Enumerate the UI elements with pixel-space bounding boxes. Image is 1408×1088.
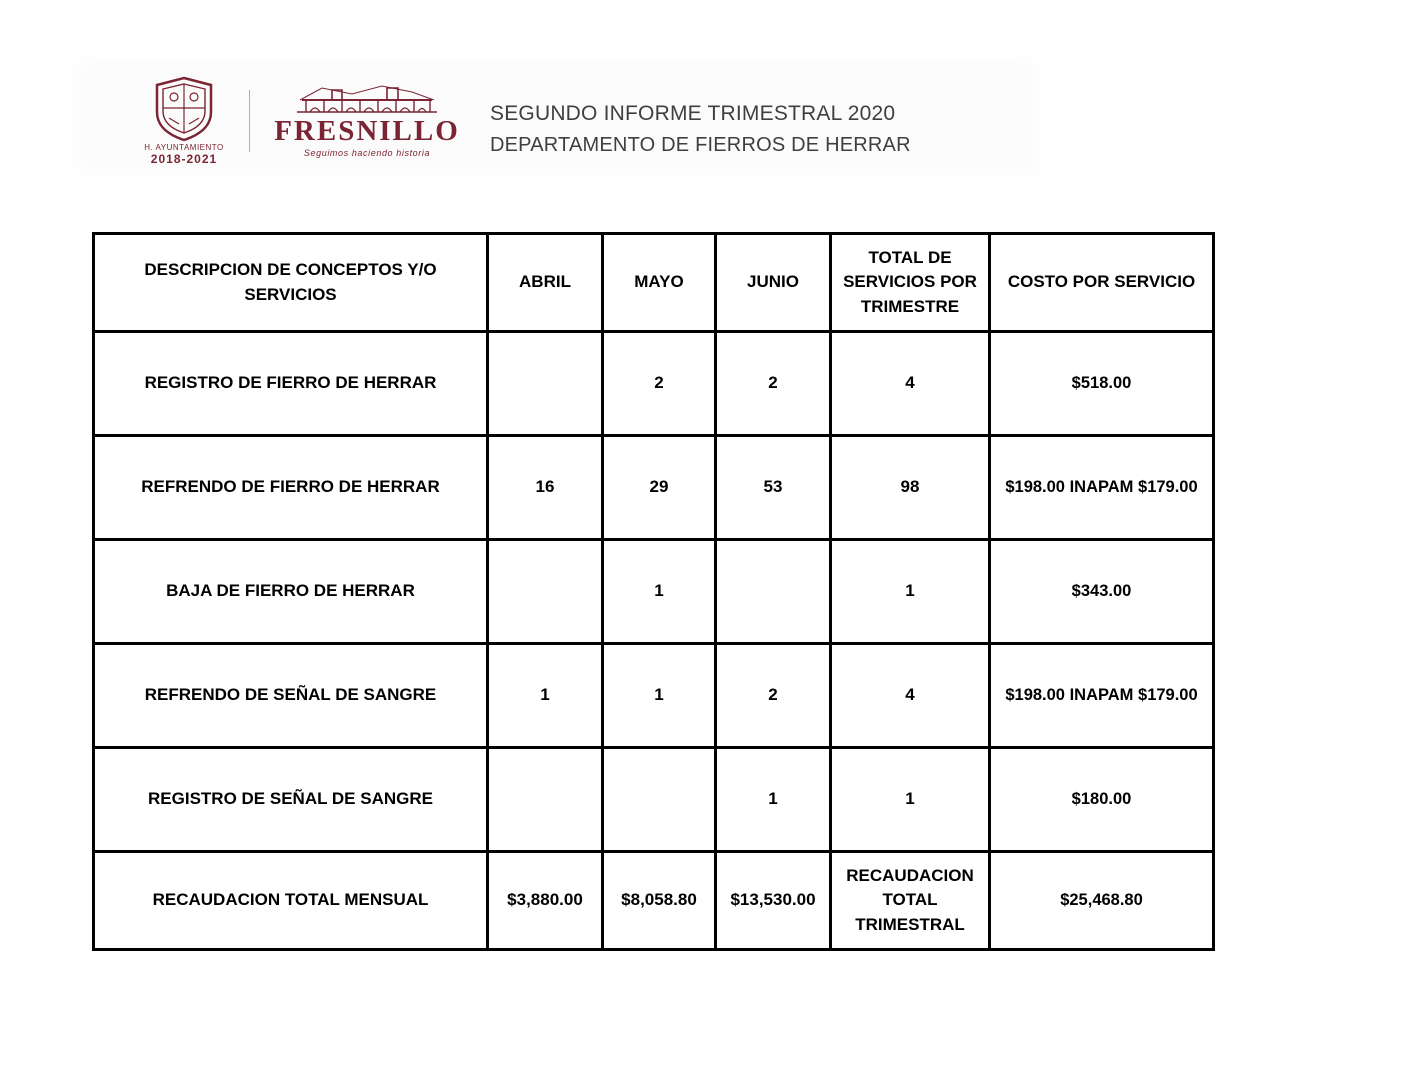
cell-concepto: BAJA DE FIERRO DE HERRAR <box>94 540 488 644</box>
report-title-line1: SEGUNDO INFORME TRIMESTRAL 2020 <box>490 102 896 125</box>
table-row <box>94 332 1214 436</box>
header-cell-descripcion: DESCRIPCION DE CONCEPTOS Y/O SERVICIOS <box>94 234 488 332</box>
header-cell-total: TOTAL DE SERVICIOS POR TRIMESTRE <box>831 234 990 332</box>
cell-junio: 1 <box>716 748 831 852</box>
cell-abril: 16 <box>488 436 603 540</box>
table-row <box>94 644 1214 748</box>
cell-total: 98 <box>831 436 990 540</box>
cell-costo: $198.00 INAPAM $179.00 <box>990 436 1214 540</box>
header-cell-abril: ABRIL <box>488 234 603 332</box>
crest-years: 2018-2021 <box>150 152 218 166</box>
cell-mayo: 29 <box>603 436 716 540</box>
crest-shield-icon <box>153 76 215 142</box>
cell-costo: $343.00 <box>990 540 1214 644</box>
report-titles <box>490 102 911 157</box>
cell-mayo: 2 <box>603 332 716 436</box>
cell-mayo: 1 <box>603 644 716 748</box>
cell-abril <box>488 540 603 644</box>
header-cell-costo: COSTO POR SERVICIO <box>990 234 1214 332</box>
services-table <box>92 232 1215 951</box>
cell-junio: 2 <box>716 644 831 748</box>
cell-costo: $25,468.80 <box>990 852 1214 950</box>
aqueduct-icon <box>292 82 442 116</box>
cell-junio <box>716 540 831 644</box>
cell-concepto: REGISTRO DE SEÑAL DE SANGRE <box>94 748 488 852</box>
report-title-line2: DEPARTAMENTO DE FIERROS DE HERRAR <box>490 134 911 156</box>
cell-total: 1 <box>831 748 990 852</box>
header-cell-mayo: MAYO <box>603 234 716 332</box>
cell-abril <box>488 332 603 436</box>
cell-abril <box>488 748 603 852</box>
crest-caption: H. AYUNTAMIENTO <box>144 143 224 152</box>
cell-mayo <box>603 748 716 852</box>
cell-total: 4 <box>831 644 990 748</box>
cell-junio: 53 <box>716 436 831 540</box>
cell-concepto: REGISTRO DE FIERRO DE HERRAR <box>94 332 488 436</box>
cell-abril: $3,880.00 <box>488 852 603 950</box>
municipal-crest <box>138 76 230 166</box>
cell-total: RECAUDACION TOTAL TRIMESTRAL <box>831 852 990 950</box>
table-header-row <box>94 234 1214 332</box>
cell-mayo: 1 <box>603 540 716 644</box>
table-row <box>94 436 1214 540</box>
cell-costo: $180.00 <box>990 748 1214 852</box>
cell-concepto: REFRENDO DE SEÑAL DE SANGRE <box>94 644 488 748</box>
fresnillo-wordmark: FRESNILLO <box>274 115 460 147</box>
cell-concepto: RECAUDACION TOTAL MENSUAL <box>94 852 488 950</box>
logo-divider <box>249 90 250 152</box>
cell-mayo: $8,058.80 <box>603 852 716 950</box>
cell-concepto: REFRENDO DE FIERRO DE HERRAR <box>94 436 488 540</box>
cell-total: 4 <box>831 332 990 436</box>
cell-junio: 2 <box>716 332 831 436</box>
table-row <box>94 540 1214 644</box>
cell-abril: 1 <box>488 644 603 748</box>
table-row-totals <box>94 852 1214 950</box>
fresnillo-tagline: Seguimos haciendo historia <box>303 148 431 158</box>
cell-junio: $13,530.00 <box>716 852 831 950</box>
cell-total: 1 <box>831 540 990 644</box>
fresnillo-logo <box>272 82 462 158</box>
table-row <box>94 748 1214 852</box>
cell-costo: $198.00 INAPAM $179.00 <box>990 644 1214 748</box>
cell-costo: $518.00 <box>990 332 1214 436</box>
header-cell-junio: JUNIO <box>716 234 831 332</box>
